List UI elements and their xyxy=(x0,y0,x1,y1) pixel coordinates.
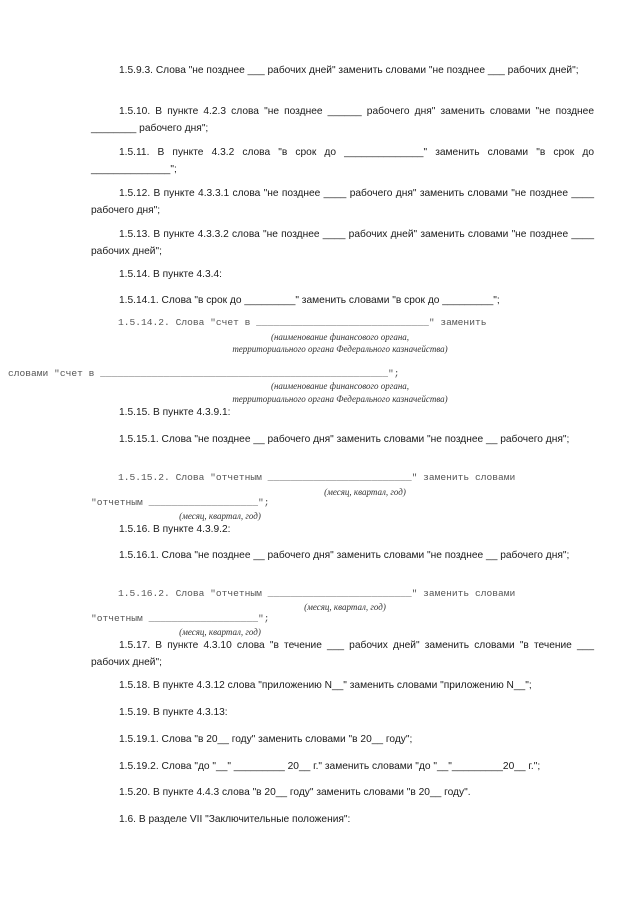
paragraph-1-5-13: 1.5.13. В пункте 4.3.3.2 слова "не позднее ____ рабочих дней" заменить словами "не позднее ____ рабочих дней"; xyxy=(91,229,594,257)
caption-treasury-body-1: территориального органа Федерального казначейства) xyxy=(232,344,448,354)
caption-finance-body-1: (наименование финансового органа, xyxy=(270,332,410,342)
paragraph-1-5-15: 1.5.15. В пункте 4.3.9.1: xyxy=(119,407,231,418)
paragraph-1-5-19-2: 1.5.19.2. Слова "до "__" _________ 20__ г." заменить словами "до "__"_________20__ г."; xyxy=(119,761,541,772)
paragraph-1-5-15-2-line2: "отчетным ___________________"; xyxy=(91,497,270,508)
paragraph-1-5-15-2-line1: 1.5.15.2. Слова "отчетным _________________________" заменить словами xyxy=(118,472,516,483)
caption-period-4: (месяц, квартал, год) xyxy=(179,627,261,637)
caption-finance-body-2: (наименование финансового органа, xyxy=(270,381,410,391)
paragraph-1-5-12: 1.5.12. В пункте 4.3.3.1 слова "не позднее ____ рабочего дня" заменить словами "не позднее ____ рабочего дня"; xyxy=(91,188,594,216)
caption-period-3: (месяц, квартал, год) xyxy=(304,602,386,612)
paragraph-1-5-18: 1.5.18. В пункте 4.3.12 слова "приложению N__" заменить словами "приложению N__"; xyxy=(119,680,532,691)
paragraph-1-5-14: 1.5.14. В пункте 4.3.4: xyxy=(119,269,222,280)
paragraph-1-5-9-3: 1.5.9.3. Слова "не позднее ___ рабочих дней" заменить словами "не позднее ___ рабочих дней"; xyxy=(119,65,579,76)
paragraph-1-5-16-1: 1.5.16.1. Слова "не позднее __ рабочего дня" заменить словами "не позднее __ рабочего дня"; xyxy=(119,550,570,561)
paragraph-1-6: 1.6. В разделе VII "Заключительные положения": xyxy=(119,814,351,825)
caption-period-2: (месяц, квартал, год) xyxy=(179,511,261,521)
paragraph-1-5-14-2-line2: словами "счет в __________________________________________________"; xyxy=(8,368,400,379)
paragraph-1-5-16: 1.5.16. В пункте 4.3.9.2: xyxy=(119,524,231,535)
caption-period-1: (месяц, квартал, год) xyxy=(324,487,406,497)
paragraph-1-5-14-1: 1.5.14.1. Слова "в срок до _________" заменить словами "в срок до _________"; xyxy=(119,295,500,306)
caption-treasury-body-2: территориального органа Федерального казначейства) xyxy=(232,394,448,404)
paragraph-1-5-15-1: 1.5.15.1. Слова "не позднее __ рабочего дня" заменить словами "не позднее __ рабочего дня"; xyxy=(119,434,570,445)
paragraph-1-5-10: 1.5.10. В пункте 4.2.3 слова "не позднее ______ рабочего дня" заменить словами "не позднее ________ рабочего дня"; xyxy=(91,106,594,134)
paragraph-1-5-17: 1.5.17. В пункте 4.3.10 слова "в течение ___ рабочих дней" заменить словами "в течение ___ рабочих дней"; xyxy=(91,640,594,668)
paragraph-1-5-19: 1.5.19. В пункте 4.3.13: xyxy=(119,707,228,718)
paragraph-1-5-19-1: 1.5.19.1. Слова "в 20__ году" заменить словами "в 20__ году"; xyxy=(119,734,413,745)
paragraph-1-5-14-2-line1: 1.5.14.2. Слова "счет в ______________________________" заменить xyxy=(118,317,487,328)
paragraph-1-5-16-2-line1: 1.5.16.2. Слова "отчетным _________________________" заменить словами xyxy=(118,588,516,599)
paragraph-1-5-11: 1.5.11. В пункте 4.3.2 слова "в срок до ______________" заменить словами "в срок до ______________"; xyxy=(91,147,594,175)
paragraph-1-5-20: 1.5.20. В пункте 4.4.3 слова "в 20__ году" заменить словами "в 20__ году". xyxy=(119,787,471,798)
paragraph-1-5-16-2-line2: "отчетным ___________________"; xyxy=(91,613,270,624)
